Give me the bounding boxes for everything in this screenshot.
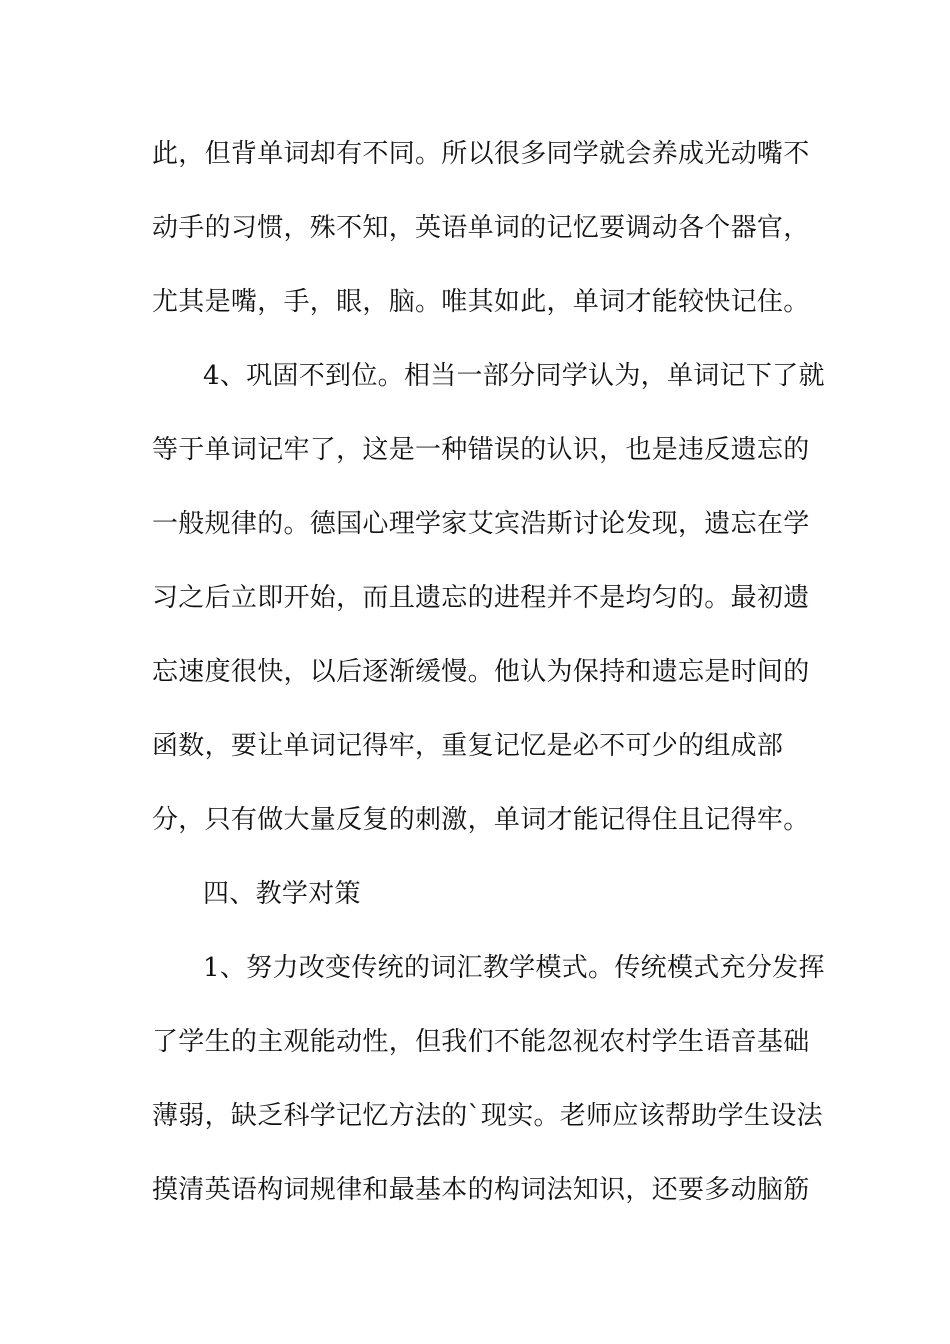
text-line-8: 忘速度很快，以后逐渐缓慢。他认为保持和遗忘是时间的 — [152, 657, 810, 687]
text-line-10: 分，只有做大量反复的刺激，单词才能记得住且记得牢。 — [152, 805, 810, 835]
text-line-3: 尤其是嘴，手，眼，脑。唯其如此，单词才能较快记住。 — [152, 287, 810, 317]
text-line-4: 4、巩固不到位。相当一部分同学认为，单词记下了就 — [203, 361, 825, 391]
text-line-6: 一般规律的。德国心理学家艾宾浩斯讨论发现，遗忘在学 — [152, 509, 810, 539]
text-line-13: 了学生的主观能动性，但我们不能忽视农村学生语音基础 — [152, 1027, 810, 1057]
section-heading: 四、教学对策 — [203, 879, 361, 909]
text-line-5: 等于单词记牢了，这是一种错误的认识，也是违反遗忘的 — [152, 435, 810, 465]
text-line-9: 函数，要让单词记得牢，重复记忆是必不可少的组成部 — [152, 731, 784, 761]
text-line-7: 习之后立即开始，而且遗忘的进程并不是均匀的。最初遗 — [152, 583, 810, 613]
text-line-12: 1、努力改变传统的词汇教学模式。传统模式充分发挥 — [203, 953, 825, 983]
text-line-1: 此，但背单词却有不同。所以很多同学就会养成光动嘴不 — [152, 139, 810, 169]
text-line-15: 摸清英语构词规律和最基本的构词法知识，还要多动脑筋 — [152, 1175, 810, 1205]
text-line-2: 动手的习惯，殊不知，英语单词的记忆要调动各个器官， — [152, 213, 810, 243]
text-line-14: 薄弱，缺乏科学记忆方法的`现实。老师应该帮助学生设法 — [152, 1101, 823, 1131]
